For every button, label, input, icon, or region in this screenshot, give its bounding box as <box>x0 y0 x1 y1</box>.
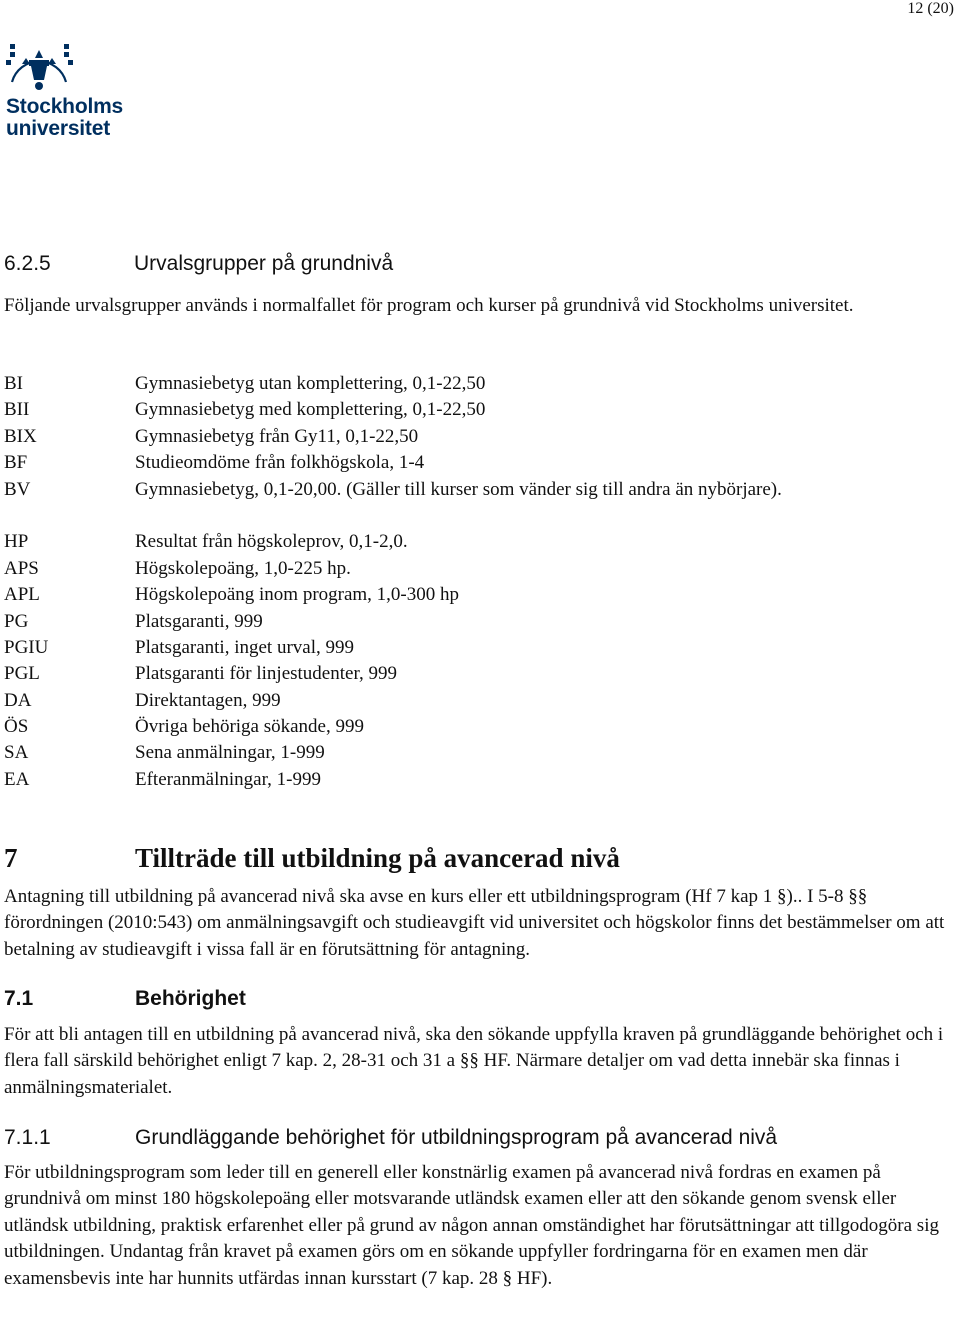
group-description: Platsgaranti, 999 <box>135 610 263 632</box>
section-heading-7-1 <box>4 987 904 1015</box>
list-item <box>4 371 944 397</box>
list-item <box>4 397 944 423</box>
group-description: Platsgaranti, inget urval, 999 <box>135 636 354 658</box>
section-title: Grundläggande behörighet för utbildningsprogram på avancerad nivå <box>135 1126 778 1149</box>
group-code: APL <box>4 584 40 606</box>
list-item <box>4 450 944 476</box>
section-heading-6-2-5 <box>4 252 904 280</box>
section-number: 7 <box>4 843 18 873</box>
section-title: Urvalsgrupper på grundnivå <box>134 252 394 275</box>
group-description: Övriga behöriga sökande, 999 <box>135 716 364 738</box>
group-description: Platsgaranti för linjestudenter, 999 <box>135 663 398 685</box>
group-description: Högskolepoäng, 1,0-225 hp. <box>135 557 351 579</box>
list-item <box>4 529 944 555</box>
list-item <box>4 477 944 530</box>
section-7-1-1-paragraph: För utbildningsprogram som leder till en generell eller konstnärlig examen på avancerad nivå fordras en examen på grundnivå om minst 180 högskolepoäng eller motsvarande utländsk examen eller att den sökande genom svensk eller utländsk utbildning, praktisk erfarenhet eller på grund av någon annan omständighet har förutsättningar att tillgodogöra sig utbildningen. Undantag från kravet på examen görs om en sökande uppfyller fordringarna för en examen men där examensbevis inte har hunnits utfärdas innan kursstart (7 kap. 28 § HF). <box>4 1162 939 1289</box>
group-code: SA <box>4 742 29 764</box>
section-number: 7.1.1 <box>4 1126 51 1149</box>
list-item <box>4 740 944 766</box>
section-heading-7 <box>4 843 904 877</box>
group-code: BF <box>4 452 28 474</box>
group-description: Resultat från högskoleprov, 0,1-2,0. <box>135 531 408 553</box>
section-title: Behörighet <box>135 987 246 1010</box>
university-logo <box>4 38 130 140</box>
section-title: Tillträde till utbildning på avancerad nivå <box>135 843 620 873</box>
group-code: PGIU <box>4 636 49 658</box>
section-heading-7-1-1 <box>4 1126 944 1154</box>
selection-group-list <box>4 371 944 793</box>
logo-text-line2: universitet <box>6 117 110 140</box>
section-7-1-paragraph: För att bli antagen till en utbildning på avancerad nivå, ska den sökande uppfylla kraven på grundläggande behörighet och i flera fall särskild behörighet enligt 7 kap. 2, 28-31 och 31 a §§ HF. Närmare detaljer om vad detta innebär ska finnas i anmälningsmaterialet. <box>4 1024 944 1098</box>
group-code: DA <box>4 689 32 711</box>
group-code: HP <box>4 531 29 553</box>
list-item <box>4 582 944 608</box>
page-number: 12 (20) <box>907 0 954 17</box>
group-code: EA <box>4 768 30 790</box>
list-item <box>4 609 944 635</box>
university-seal-icon <box>4 38 74 96</box>
section-7-trailing: . <box>797 886 803 907</box>
section-7-line2: I 5-8 §§ förordningen (2010:543) om anmälningsavgift och studieavgift vid universitet och högskolor finns det bestämmelser om att betalning av studieavgift i vissa fall är en förutsättning för antagning. <box>4 886 945 960</box>
section-7-line1: Antagning till utbildning på avancerad nivå ska avse en kurs eller ett utbildningsprogram (Hf 7 kap 1 §). <box>4 886 798 907</box>
group-code: BIX <box>4 425 37 447</box>
group-description: Gymnasiebetyg med komplettering, 0,1-22,50 <box>135 399 486 421</box>
group-code: BII <box>4 399 30 421</box>
group-code: APS <box>4 557 39 579</box>
group-description: Sena anmälningar, 1-999 <box>135 742 325 764</box>
group-description: Gymnasiebetyg utan komplettering, 0,1-22,50 <box>135 373 486 394</box>
group-description: Studieomdöme från folkhögskola, 1-4 <box>135 452 425 474</box>
list-item <box>4 688 944 714</box>
group-code: PG <box>4 610 29 632</box>
group-code: ÖS <box>4 716 29 738</box>
list-item <box>4 424 944 450</box>
section-number: 7.1 <box>4 987 34 1010</box>
section-number: 6.2.5 <box>4 252 51 275</box>
list-item <box>4 556 944 582</box>
section-7-paragraph <box>4 884 956 963</box>
group-description: Gymnasiebetyg, 0,1-20,00. (Gäller till kurser som vänder sig till andra än nybörjare). <box>135 478 782 500</box>
group-description: Efteranmälningar, 1-999 <box>135 768 322 790</box>
list-item <box>4 767 944 793</box>
group-description: Gymnasiebetyg från Gy11, 0,1-22,50 <box>135 425 419 447</box>
group-code: BV <box>4 478 31 500</box>
group-code: PGL <box>4 663 40 685</box>
list-item <box>4 714 944 740</box>
list-item <box>4 635 944 661</box>
logo-text-line1: Stockholms <box>6 95 124 118</box>
group-code: BI <box>4 373 23 394</box>
group-description: Direktantagen, 999 <box>135 689 281 711</box>
intro-paragraph: Följande urvalsgrupper används i normalfallet för program och kurser på grundnivå vid Stockholms universitet. <box>4 295 854 316</box>
list-item <box>4 661 944 687</box>
group-description: Högskolepoäng inom program, 1,0-300 hp <box>135 584 460 606</box>
